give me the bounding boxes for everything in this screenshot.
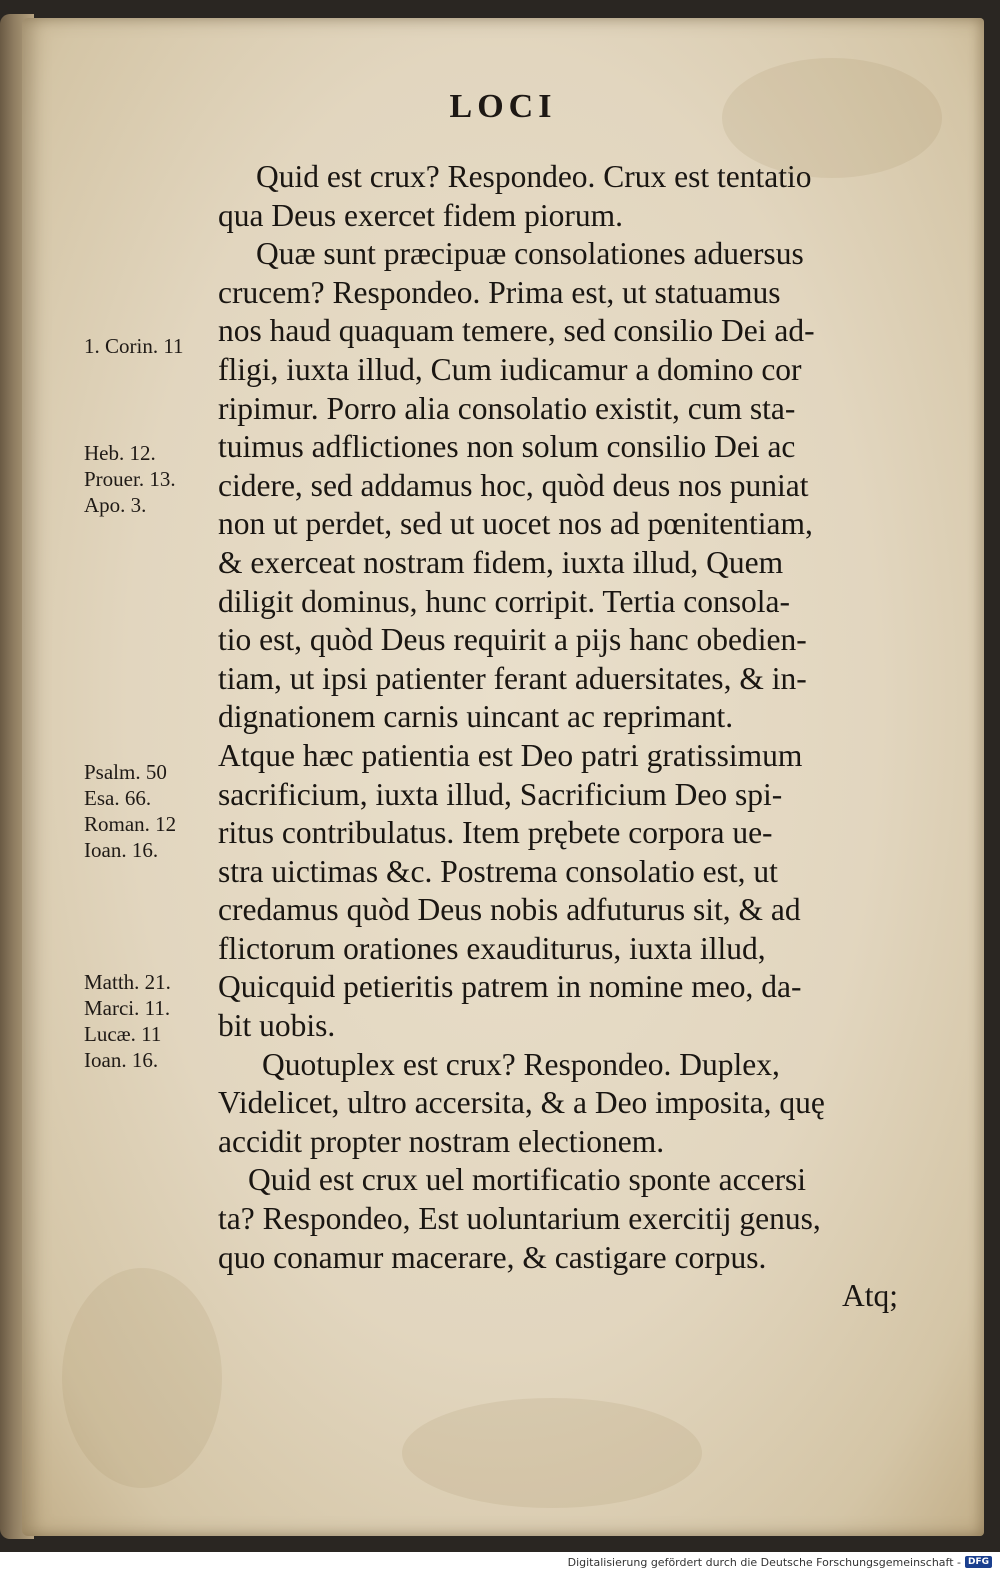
text-line: nos haud quaquam temere, sed consilio Dei ad- (218, 313, 815, 349)
text-line: Quicquid petieritis patrem in nomine meo, da- (218, 969, 802, 1005)
text-line: non ut perdet, sed ut uocet nos ad pœnitentiam, (218, 506, 813, 542)
footer-credit: Digitalisierung gefördert durch die Deutsche Forschungsgemeinschaft - (567, 1555, 961, 1569)
margin-note: Heb. 12. (84, 441, 156, 465)
margin-note: Marci. 11. (84, 996, 171, 1020)
text-line: Quæ sunt præcipuæ consolationes aduersus (256, 236, 804, 272)
margin-note: 1. Corin. 11 (84, 334, 184, 358)
text-line: bit uobis. (218, 1008, 336, 1044)
text-line: tiam, ut ipsi patienter ferant aduersitates, & in- (218, 660, 807, 696)
margin-note: Ioan. 16. (84, 1048, 159, 1072)
digitization-footer (568, 1552, 992, 1572)
dfg-logo: DFG (965, 1556, 992, 1568)
text-line: ritus contribulatus. Item prębete corpora ue- (218, 815, 773, 851)
paper-stain (402, 1398, 702, 1508)
text-line: fligi, iuxta illud, Cum iudicamur a domino cor (218, 351, 802, 387)
text-line: Quid est crux? Respondeo. Crux est tentatio (256, 159, 812, 194)
text-line: Quid est crux uel mortificatio sponte accersi (248, 1162, 807, 1198)
text-line: quo conamur macerare, & castigare corpus. (218, 1239, 767, 1275)
text-line: accidit propter nostram electionem. (218, 1123, 665, 1159)
text-line: Atque hæc patientia est Deo patri gratissimum (218, 737, 803, 773)
text-line: cidere, sed addamus hoc, quòd deus nos puniat (218, 467, 809, 503)
margin-note: Apo. 3. (84, 493, 147, 517)
margin-note: Matth. 21. (84, 970, 171, 994)
text-line: tuimus adflictiones non solum consilio Dei ac (218, 429, 796, 465)
margin-note: Roman. 12 (84, 812, 177, 836)
text-line: sacrificium, iuxta illud, Sacrificium Deo spi- (218, 776, 783, 812)
text-line: dignationem carnis uincant ac reprimant. (218, 699, 734, 735)
catchword: Atq; (841, 1278, 898, 1314)
margin-note: Esa. 66. (84, 786, 152, 810)
text-line: Videlicet, ultro accersita, & a Deo imposita, quę (218, 1085, 825, 1121)
body-text (218, 158, 908, 1316)
text-line: tio est, quòd Deus requirit a pijs hanc obedien- (218, 622, 807, 658)
text-line: diligit dominus, hunc corripit. Tertia consola- (218, 583, 790, 619)
margin-note: Psalm. 50 (84, 760, 167, 784)
text-line: credamus quòd Deus nobis adfuturus sit, & ad (218, 892, 801, 928)
text-line: flictorum orationes exauditurus, iuxta illud, (218, 930, 766, 966)
book-page (22, 18, 984, 1536)
text-line: & exerceat nostram fidem, iuxta illud, Quem (218, 544, 784, 580)
margin-note: Lucæ. 11 (84, 1022, 162, 1046)
running-head: LOCI (449, 88, 557, 125)
margin-note: Prouer. 13. (84, 467, 176, 491)
text-line: ta? Respondeo, Est uoluntarium exercitij genus, (218, 1201, 821, 1237)
text-line: Quotuplex est crux? Respondeo. Duplex, (262, 1046, 780, 1082)
text-line: crucem? Respondeo. Prima est, ut statuamus (218, 274, 781, 310)
text-line: ripimur. Porro alia consolatio existit, cum sta- (218, 390, 796, 426)
margin-note: Ioan. 16. (84, 838, 159, 862)
text-line: qua Deus exercet fidem piorum. (218, 197, 623, 233)
paper-stain (62, 1268, 222, 1488)
text-line: stra uictimas &c. Postrema consolatio est, ut (218, 853, 778, 889)
